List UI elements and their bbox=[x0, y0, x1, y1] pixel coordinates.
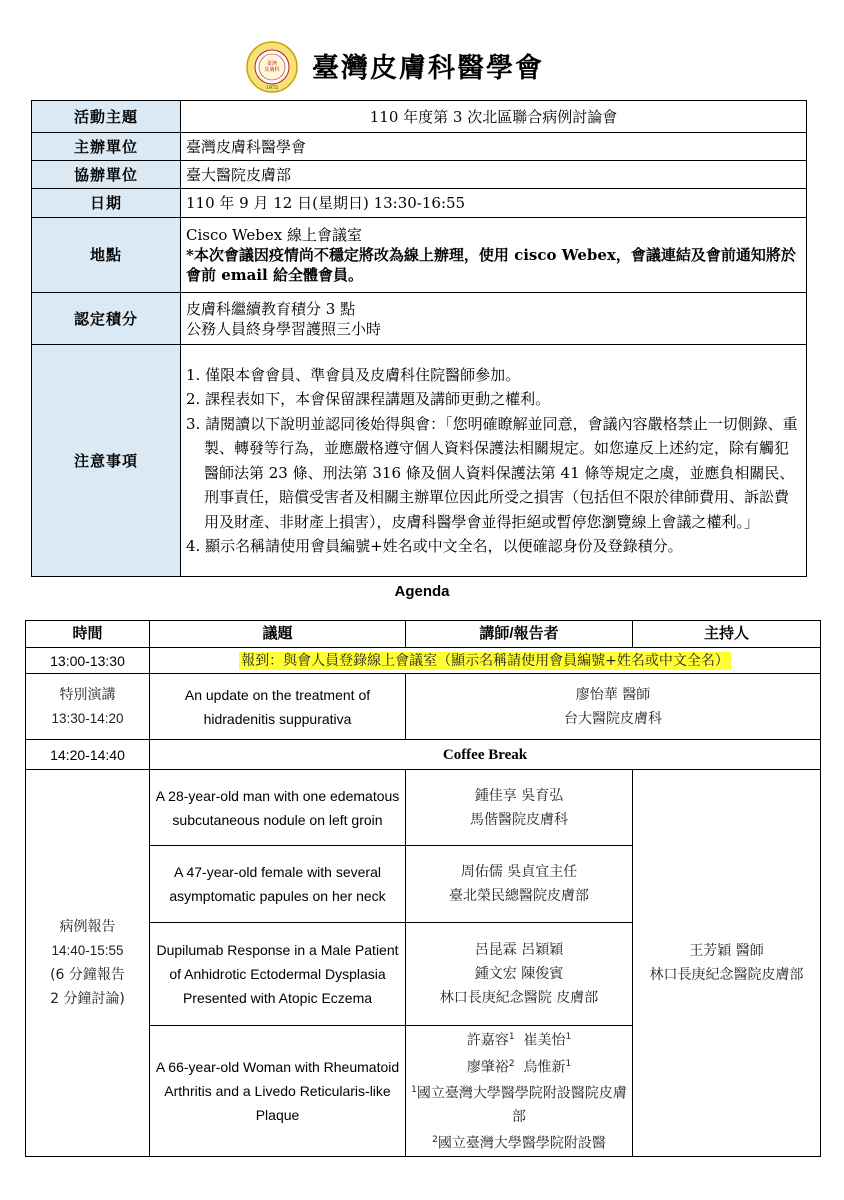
session-note: 2 分鐘討論) bbox=[50, 990, 125, 1007]
credit-label: 認定積分 bbox=[32, 293, 181, 345]
case-topic: Dupilumab Response in a Male Patient of Anhidrotic Ectodermal Dysplasia Presented with Atopic Eczema bbox=[150, 923, 406, 1026]
organization-title: 臺灣皮膚科醫學會 bbox=[312, 53, 544, 84]
speaker-names bbox=[410, 1053, 628, 1080]
affiliation-text: 國立臺灣大學醫學院附設醫 bbox=[437, 1135, 606, 1152]
topic-label: 活動主題 bbox=[32, 101, 181, 133]
cohost-value: 臺大醫院皮膚部 bbox=[181, 161, 807, 189]
registration-time: 13:00-13:30 bbox=[26, 648, 150, 674]
note-item: 3. 請閱讀以下說明並認同後始得與會：「您明確瞭解並同意，會議內容嚴格禁止一切側錄、重製、轉發等行為，並應嚴格遵守個人資料保護法相關規定。如您違反上述約定，除有觸犯醫師法第 23 條、刑法第 316 條及個人資料保護法第 41 條等規定之虞，並應負相關民、刑事責任，賠償受害者及相關主辦單位因此所受之損害（包括但不限於律師費用、訴訟費用及財產、非財產上損害），皮膚科醫學會並得拒絕或暫停您瀏覽線上會議之權利。」 bbox=[186, 414, 798, 531]
venue-line: Cisco Webex 線上會議室 bbox=[186, 226, 362, 244]
cohost-label: 協辦單位 bbox=[32, 161, 181, 189]
speaker-affiliation: 林口長庚紀念醫院 皮膚部 bbox=[439, 990, 599, 1006]
svg-text:臺灣: 臺灣 bbox=[266, 61, 278, 67]
event-topic: 110 年度第 3 次北區聯合病例討論會 bbox=[181, 101, 807, 133]
footnote-mark: 1 bbox=[411, 1085, 417, 1096]
host-label: 主辦單位 bbox=[32, 133, 181, 161]
case-speakers bbox=[406, 770, 633, 846]
speaker-affiliation bbox=[410, 1079, 628, 1129]
affiliation-text: 國立臺灣大學醫學院附設醫院皮膚部 bbox=[416, 1085, 627, 1125]
speaker-names: 呂昆霖 呂穎穎 bbox=[474, 942, 564, 958]
speaker-name: 許嘉容 bbox=[466, 1032, 509, 1049]
speaker-name: 崔美怡 bbox=[523, 1032, 566, 1049]
registration-topic: 報到：與會人員登錄線上會議室（顯示名稱請使用會員編號+姓名或中文全名） bbox=[241, 652, 729, 669]
speaker-name: 廖怡華 醫師 bbox=[575, 686, 651, 703]
notes-label: 注意事項 bbox=[32, 345, 181, 577]
moderator-affiliation: 林口長庚紀念醫院皮膚部 bbox=[649, 966, 804, 983]
footnote-mark: 2 bbox=[432, 1134, 438, 1145]
special-lecture-speaker bbox=[406, 674, 821, 740]
agenda-table bbox=[25, 620, 821, 1157]
agenda-header-speaker: 講師/報告者 bbox=[406, 621, 633, 648]
speaker-name: 烏惟新 bbox=[523, 1059, 566, 1076]
event-info-table bbox=[31, 100, 807, 577]
special-lecture-time bbox=[26, 674, 150, 740]
credit-value bbox=[181, 293, 807, 345]
date-label: 日期 bbox=[32, 189, 181, 218]
speaker-names bbox=[410, 1026, 628, 1053]
document-header bbox=[0, 38, 844, 96]
agenda-header-time: 時間 bbox=[26, 621, 150, 648]
venue-note: *本次會議因疫情尚不穩定將改為線上辦理，使用 cisco Webex，會議連結及會前通知將於會前 email 給全體會員。 bbox=[186, 246, 796, 284]
speaker-affiliation: 馬偕醫院皮膚科 bbox=[470, 811, 568, 828]
moderator-name: 王芳穎 醫師 bbox=[689, 942, 764, 959]
special-lecture-topic: An update on the treatment of hidradenitis suppurativa bbox=[150, 674, 406, 740]
session-time: 13:30-14:20 bbox=[51, 710, 124, 726]
speaker-names: 周佑儒 吳貞宜主任 bbox=[460, 864, 578, 880]
coffee-break-time: 14:20-14:40 bbox=[26, 740, 150, 770]
association-logo bbox=[246, 40, 298, 94]
case-speakers bbox=[406, 1026, 633, 1157]
venue-label: 地點 bbox=[32, 218, 181, 293]
host-value: 臺灣皮膚科醫學會 bbox=[181, 133, 807, 161]
moderator-cell bbox=[633, 770, 821, 1157]
note-item: 4. 顯示名稱請使用會員編號+姓名或中文全名，以便確認身份及登錄積分。 bbox=[186, 537, 683, 555]
footnote-mark: 1 bbox=[508, 1032, 515, 1042]
credit-line: 公務人員終身學習護照三小時 bbox=[186, 319, 382, 338]
case-topic: A 47-year-old female with several asymptomatic papules on her neck bbox=[150, 846, 406, 923]
speaker-name: 廖肇裕 bbox=[466, 1059, 509, 1076]
notes-value bbox=[181, 345, 807, 577]
footnote-mark: 2 bbox=[508, 1058, 515, 1069]
case-report-session bbox=[26, 770, 150, 1157]
speaker-affiliation: 台大醫院皮膚科 bbox=[564, 710, 662, 727]
agenda-header-topic: 議題 bbox=[150, 621, 406, 648]
registration-cell bbox=[150, 648, 821, 674]
session-time: 14:40-15:55 bbox=[51, 942, 124, 958]
note-item: 2. 課程表如下，本會保留課程講題及講師更動之權利。 bbox=[186, 390, 551, 408]
agenda-header-moderator: 主持人 bbox=[633, 621, 821, 648]
date-value: 110 年 9 月 12 日(星期日) 13:30-16:55 bbox=[181, 189, 807, 218]
speaker-names: 鍾文宏 陳俊賓 bbox=[474, 966, 564, 982]
svg-text:皮膚科: 皮膚科 bbox=[264, 67, 280, 73]
session-name: 病例報告 bbox=[59, 918, 116, 935]
case-speakers bbox=[406, 846, 633, 923]
coffee-break: Coffee Break bbox=[150, 740, 821, 770]
note-item: 1. 僅限本會會員、準會員及皮膚科住院醫師參加。 bbox=[186, 365, 521, 384]
speaker-affiliation: 臺北榮民總醫院皮膚部 bbox=[449, 888, 589, 904]
credit-line: 皮膚科繼續教育積分 3 點 bbox=[186, 299, 356, 318]
case-topic: A 28-year-old man with one edematous subcutaneous nodule on left groin bbox=[150, 770, 406, 846]
session-name: 特別演講 bbox=[59, 686, 116, 703]
venue-value bbox=[181, 218, 807, 293]
case-speakers bbox=[406, 923, 633, 1026]
case-topic: A 66-year-old Woman with Rheumatoid Arthritis and a Livedo Reticularis-like Plaque bbox=[150, 1026, 406, 1157]
footnote-mark: 1 bbox=[565, 1058, 572, 1069]
footnote-mark: 1 bbox=[565, 1032, 572, 1042]
speaker-affiliation bbox=[410, 1129, 628, 1156]
speaker-names: 鍾佳享 吳育弘 bbox=[474, 787, 564, 804]
svg-text:1975: 1975 bbox=[265, 85, 279, 91]
session-note: (6 分鐘報告 bbox=[50, 966, 125, 983]
agenda-title: Agenda bbox=[394, 583, 450, 600]
